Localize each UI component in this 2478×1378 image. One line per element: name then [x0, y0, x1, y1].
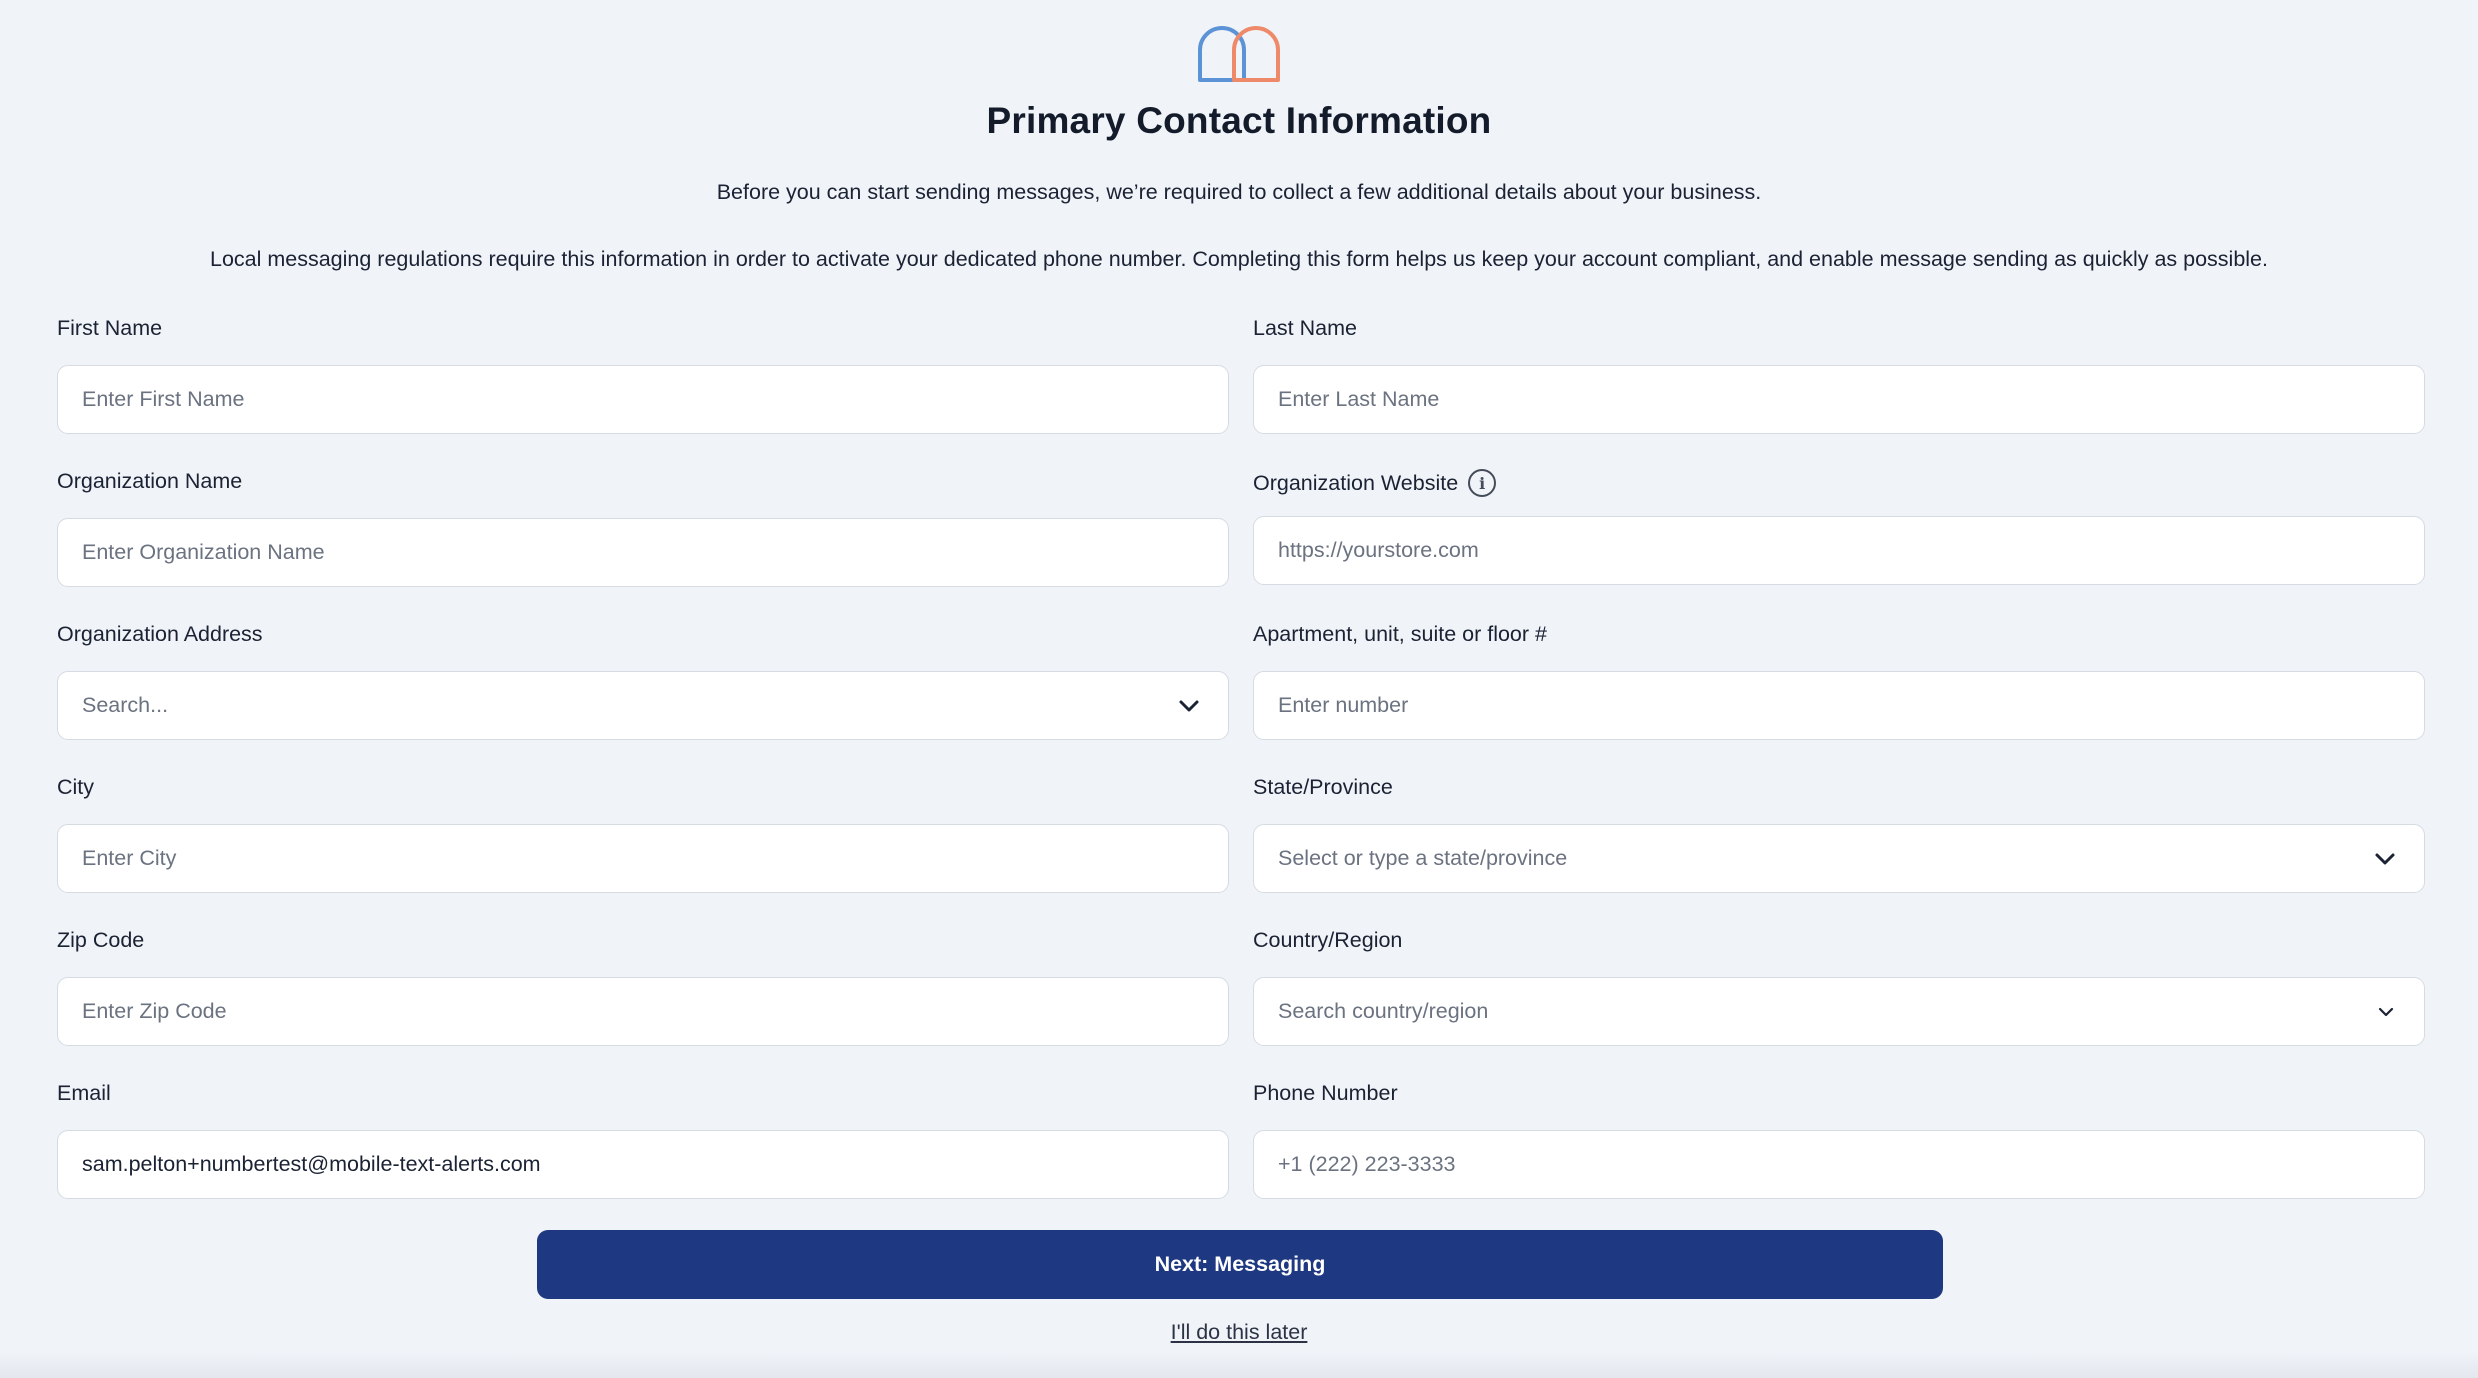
- org-name-input[interactable]: [57, 518, 1229, 587]
- zip-input[interactable]: [57, 977, 1229, 1046]
- email-label: Email: [57, 1080, 111, 1105]
- email-value: sam.pelton+numbertest@mobile-text-alerts.com: [82, 1152, 541, 1176]
- bottom-shadow: [0, 1352, 2478, 1378]
- first-name-input[interactable]: [57, 365, 1229, 434]
- org-website-input[interactable]: [1253, 516, 2425, 585]
- city-label: City: [57, 774, 95, 799]
- zip-field: [57, 925, 1229, 1046]
- country-placeholder: Search country/region: [1278, 999, 1489, 1023]
- info-icon[interactable]: i: [1468, 469, 1496, 497]
- org-name-label: Organization Name: [57, 468, 243, 493]
- org-name-field: [57, 466, 1229, 587]
- phone-field: [1253, 1078, 2425, 1199]
- chevron-down-icon[interactable]: [2378, 1007, 2394, 1017]
- first-name-field: [57, 313, 1229, 434]
- state-field: [1253, 772, 2425, 893]
- page-title: Primary Contact Information: [986, 100, 1492, 141]
- last-name-placeholder: Enter Last Name: [1278, 387, 1440, 411]
- phone-label: Phone Number: [1253, 1080, 1398, 1105]
- org-address-placeholder: Search...: [82, 693, 169, 717]
- zip-label: Zip Code: [57, 927, 145, 952]
- org-website-field: [1253, 468, 2425, 585]
- do-later-link[interactable]: I'll do this later: [1170, 1320, 1308, 1344]
- apartment-input[interactable]: [1253, 671, 2425, 740]
- brand-logo-icon: [1196, 20, 1282, 84]
- apartment-label: Apartment, unit, suite or floor #: [1253, 621, 1547, 646]
- phone-placeholder: +1 (222) 223-3333: [1278, 1152, 1456, 1176]
- state-select[interactable]: [1253, 824, 2425, 893]
- zip-placeholder: Enter Zip Code: [82, 999, 227, 1023]
- last-name-label: Last Name: [1253, 315, 1357, 340]
- city-input[interactable]: [57, 824, 1229, 893]
- email-input[interactable]: [57, 1130, 1229, 1199]
- country-field: [1253, 925, 2425, 1046]
- regulation-text: Local messaging regulations require this information in order to activate your dedicated phone number. Completing this form helps us keep your account compliant, and enable message sending as quickly as possible.: [209, 247, 2268, 271]
- next-messaging-button[interactable]: Next: Messaging: [537, 1230, 1943, 1299]
- first-name-label: First Name: [57, 315, 163, 340]
- intro-text: Before you can start sending messages, we’re required to collect a few additional details about your business.: [716, 180, 1762, 204]
- state-label: State/Province: [1253, 774, 1393, 799]
- org-website-label: Organization Website: [1253, 470, 1459, 495]
- apartment-field: [1253, 619, 2425, 740]
- org-name-placeholder: Enter Organization Name: [82, 540, 325, 564]
- chevron-down-icon[interactable]: [1178, 699, 1200, 713]
- last-name-field: [1253, 313, 2425, 434]
- last-name-input[interactable]: [1253, 365, 2425, 434]
- org-website-placeholder: https://yourstore.com: [1278, 538, 1479, 562]
- phone-input[interactable]: [1253, 1130, 2425, 1199]
- org-address-field: [57, 619, 1229, 740]
- chevron-down-icon[interactable]: [2374, 852, 2396, 866]
- state-placeholder: Select or type a state/province: [1278, 846, 1568, 870]
- org-address-select[interactable]: [57, 671, 1229, 740]
- apartment-placeholder: Enter number: [1278, 693, 1409, 717]
- country-label: Country/Region: [1253, 927, 1403, 952]
- city-placeholder: Enter City: [82, 846, 177, 870]
- first-name-placeholder: Enter First Name: [82, 387, 245, 411]
- email-field: [57, 1078, 1229, 1199]
- org-address-label: Organization Address: [57, 621, 263, 646]
- country-select[interactable]: [1253, 977, 2425, 1046]
- city-field: [57, 772, 1229, 893]
